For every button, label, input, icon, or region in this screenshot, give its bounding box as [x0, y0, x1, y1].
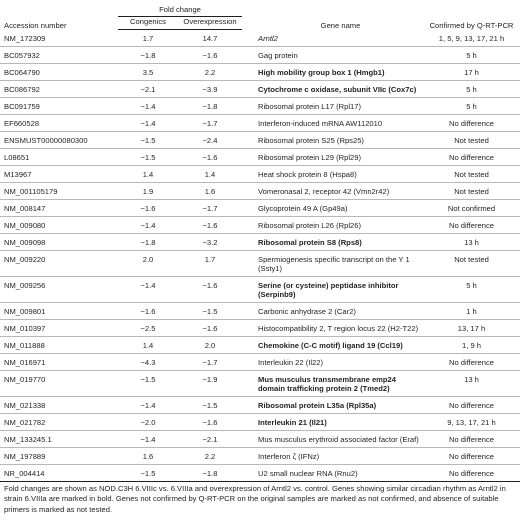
overexpression-cell: −1.8 — [178, 98, 242, 115]
confirmed-header: Confirmed by Q-RT-PCR — [429, 20, 514, 30]
accession-cell: M13967 — [0, 166, 118, 183]
confirmed-cell: 13 h — [423, 371, 520, 397]
overexpression-cell: −3.9 — [178, 81, 242, 98]
table-row — [0, 277, 520, 303]
gene-name-cell: Interferon ζ (IFNz) — [242, 448, 423, 465]
overexpression-cell: 14.7 — [178, 30, 242, 47]
overexpression-cell: −1.9 — [178, 371, 242, 397]
congenics-cell: −1.8 — [118, 47, 178, 64]
gene-name-cell: Ribosomal protein L17 (Rpl17) — [242, 98, 423, 115]
overexpression-cell: −3.2 — [178, 234, 242, 251]
gene-name-header: Gene name — [320, 20, 361, 30]
congenics-header: Congenics — [118, 17, 178, 30]
congenics-cell: −1.5 — [118, 132, 178, 149]
overexpression-cell: −1.6 — [178, 277, 242, 303]
table-row — [0, 414, 520, 431]
accession-cell: NM_008147 — [0, 200, 118, 217]
confirmed-cell: 9, 13, 17, 21 h — [423, 414, 520, 431]
congenics-cell: −1.5 — [118, 371, 178, 397]
table-row — [0, 354, 520, 371]
accession-cell: ENSMUST00000080300 — [0, 132, 118, 149]
table-row — [0, 234, 520, 251]
confirmed-cell: No difference — [423, 397, 520, 414]
congenics-cell: −1.4 — [118, 277, 178, 303]
table-row — [0, 81, 520, 98]
overexpression-cell: −1.8 — [178, 465, 242, 482]
confirmed-cell: Not tested — [423, 251, 520, 277]
accession-cell: NR_004414 — [0, 465, 118, 482]
accession-cell: NM_009080 — [0, 217, 118, 234]
confirmed-cell: Not tested — [423, 166, 520, 183]
congenics-cell: −1.4 — [118, 115, 178, 132]
overexpression-cell: 1.6 — [178, 183, 242, 200]
confirmed-cell: 13 h — [423, 234, 520, 251]
accession-cell: NM_133245.1 — [0, 431, 118, 448]
table-row — [0, 448, 520, 465]
overexpression-cell: −1.6 — [178, 149, 242, 166]
confirmed-cell: No difference — [423, 115, 520, 132]
table-row — [0, 115, 520, 132]
confirmed-cell: 5 h — [423, 47, 520, 64]
accession-cell: NM_009098 — [0, 234, 118, 251]
confirmed-cell: 5 h — [423, 98, 520, 115]
overexpression-cell: −1.6 — [178, 217, 242, 234]
gene-name-cell: Carbonic anhydrase 2 (Car2) — [242, 303, 423, 320]
overexpression-cell: −2.1 — [178, 431, 242, 448]
table-row — [0, 431, 520, 448]
table-row — [0, 337, 520, 354]
gene-name-cell: Mus musculus transmembrane emp24 domain trafficking protein 2 (Tmed2) — [242, 371, 423, 397]
accession-cell: NM_019770 — [0, 371, 118, 397]
table-row — [0, 132, 520, 149]
confirmed-cell: 13, 17 h — [423, 320, 520, 337]
table-row — [0, 320, 520, 337]
accession-cell: NM_197889 — [0, 448, 118, 465]
confirmed-cell: Not confirmed — [423, 200, 520, 217]
congenics-cell: 1.7 — [118, 30, 178, 47]
congenics-cell: −1.4 — [118, 397, 178, 414]
gene-name-cell: Ribosomal protein L29 (Rpl29) — [242, 149, 423, 166]
accession-cell: NM_016971 — [0, 354, 118, 371]
accession-cell: EF660528 — [0, 115, 118, 132]
table-row — [0, 217, 520, 234]
confirmed-cell: No difference — [423, 465, 520, 482]
accession-cell: BC064790 — [0, 64, 118, 81]
accession-cell: NM_172309 — [0, 30, 118, 47]
overexpression-cell: −1.6 — [178, 47, 242, 64]
congenics-cell: 3.5 — [118, 64, 178, 81]
congenics-cell: 2.0 — [118, 251, 178, 277]
accession-cell: BC057932 — [0, 47, 118, 64]
accession-cell: NM_021338 — [0, 397, 118, 414]
gene-name-cell: Interleukin 22 (Il22) — [242, 354, 423, 371]
gene-name-cell: Ribosomal protein S8 (Rps8) — [242, 234, 423, 251]
table-row — [0, 166, 520, 183]
confirmed-cell: 5 h — [423, 277, 520, 303]
overexpression-header: Overexpression — [178, 17, 242, 30]
accession-cell: NM_009801 — [0, 303, 118, 320]
accession-header: Accession number — [4, 20, 67, 30]
confirmed-cell: No difference — [423, 217, 520, 234]
gene-name-cell: Serine (or cysteine) peptidase inhibitor (Serpinb9) — [242, 277, 423, 303]
table-row — [0, 465, 520, 482]
overexpression-cell: −1.7 — [178, 354, 242, 371]
fold-change-header: Fold change — [118, 5, 242, 17]
gene-name-cell: Mus musculus erythroid associated factor (Eraf) — [242, 431, 423, 448]
confirmed-cell: No difference — [423, 431, 520, 448]
congenics-cell: −2.5 — [118, 320, 178, 337]
overexpression-cell: −2.4 — [178, 132, 242, 149]
congenics-cell: −4.3 — [118, 354, 178, 371]
confirmed-cell: 5 h — [423, 81, 520, 98]
confirmed-cell: No difference — [423, 149, 520, 166]
gene-name-cell: U2 small nuclear RNA (Rnu2) — [242, 465, 423, 482]
accession-cell: BC091759 — [0, 98, 118, 115]
overexpression-cell: 1.7 — [178, 251, 242, 277]
gene-name-cell: Spermiogenesis specific transcript on the Y 1 (Ssty1) — [242, 251, 423, 277]
gene-name-cell: Chemokine (C-C motif) ligand 19 (Ccl19) — [242, 337, 423, 354]
overexpression-cell: −1.7 — [178, 200, 242, 217]
table-row — [0, 303, 520, 320]
gene-name-cell: Ribosomal protein S25 (Rps25) — [242, 132, 423, 149]
gene-name-cell: Cytochrome c oxidase, subunit VIIc (Cox7c) — [242, 81, 423, 98]
gene-name-cell: Heat shock protein 8 (Hspa8) — [242, 166, 423, 183]
overexpression-cell: 2.2 — [178, 64, 242, 81]
table-row — [0, 98, 520, 115]
congenics-cell: −1.4 — [118, 217, 178, 234]
accession-cell: BC086792 — [0, 81, 118, 98]
congenics-cell: 1.4 — [118, 166, 178, 183]
overexpression-cell: −1.6 — [178, 414, 242, 431]
congenics-cell: −1.6 — [118, 200, 178, 217]
gene-name-cell: Ribosomal protein L26 (Rpl26) — [242, 217, 423, 234]
congenics-cell: 1.9 — [118, 183, 178, 200]
table-row — [0, 149, 520, 166]
congenics-cell: −1.5 — [118, 465, 178, 482]
overexpression-cell: −1.7 — [178, 115, 242, 132]
confirmed-cell: 1 h — [423, 303, 520, 320]
gene-name-cell: Interleukin 21 (Il21) — [242, 414, 423, 431]
table-row — [0, 30, 520, 47]
table-footnote: Fold changes are shown as NOD.C3H 6.VIIIc vs. 6.VIIIa and overexpression of Arntl2 vs. control. Genes showing similar circadian rhythm as Arntl2 in strain 6.VIIIa are marked in bold. Genes not confirmed by Q-RT-PCR on the original samples are marked as not confirmed, and absence of suitable primers is marked as not tested. — [4, 484, 506, 514]
congenics-cell: −1.4 — [118, 431, 178, 448]
accession-cell: NM_021782 — [0, 414, 118, 431]
table-row — [0, 64, 520, 81]
confirmed-cell: No difference — [423, 354, 520, 371]
congenics-cell: 1.4 — [118, 337, 178, 354]
gene-name-cell: Arntl2 — [242, 30, 423, 47]
congenics-cell: −1.5 — [118, 149, 178, 166]
table-header — [0, 5, 520, 30]
gene-name-cell: Ribosomal protein L35a (Rpl35a) — [242, 397, 423, 414]
congenics-cell: −2.1 — [118, 81, 178, 98]
congenics-cell: 1.6 — [118, 448, 178, 465]
confirmed-cell: 1, 9 h — [423, 337, 520, 354]
table-body — [0, 30, 520, 482]
gene-name-cell: Gag protein — [242, 47, 423, 64]
accession-cell: L08651 — [0, 149, 118, 166]
accession-cell: NM_010397 — [0, 320, 118, 337]
overexpression-cell: 1.4 — [178, 166, 242, 183]
header-row-1 — [0, 5, 520, 17]
accession-cell: NM_009220 — [0, 251, 118, 277]
gene-name-cell: High mobility group box 1 (Hmgb1) — [242, 64, 423, 81]
confirmed-cell: 1, 5, 9, 13, 17, 21 h — [423, 30, 520, 47]
overexpression-cell: −1.5 — [178, 303, 242, 320]
gene-table — [0, 5, 520, 482]
gene-name-cell: Interferon-induced mRNA AW112010 — [242, 115, 423, 132]
confirmed-cell: Not tested — [423, 132, 520, 149]
table-row — [0, 200, 520, 217]
congenics-cell: −1.4 — [118, 98, 178, 115]
gene-name-cell: Glycoprotein 49 A (Gp49a) — [242, 200, 423, 217]
table-row — [0, 183, 520, 200]
overexpression-cell: −1.5 — [178, 397, 242, 414]
overexpression-cell: 2.2 — [178, 448, 242, 465]
overexpression-cell: −1.6 — [178, 320, 242, 337]
overexpression-cell: 2.0 — [178, 337, 242, 354]
confirmed-cell: Not tested — [423, 183, 520, 200]
accession-cell: NM_009256 — [0, 277, 118, 303]
table-row — [0, 251, 520, 277]
congenics-cell: −1.8 — [118, 234, 178, 251]
confirmed-cell: 17 h — [423, 64, 520, 81]
gene-name-cell: Vomeronasal 2, receptor 42 (Vmn2r42) — [242, 183, 423, 200]
accession-cell: NM_001105179 — [0, 183, 118, 200]
gene-name-cell: Histocompatibility 2, T region locus 22 (H2-T22) — [242, 320, 423, 337]
confirmed-cell: No difference — [423, 448, 520, 465]
accession-cell: NM_011888 — [0, 337, 118, 354]
congenics-cell: −2.0 — [118, 414, 178, 431]
congenics-cell: −1.6 — [118, 303, 178, 320]
table-row — [0, 397, 520, 414]
table-row — [0, 371, 520, 397]
table-row — [0, 47, 520, 64]
